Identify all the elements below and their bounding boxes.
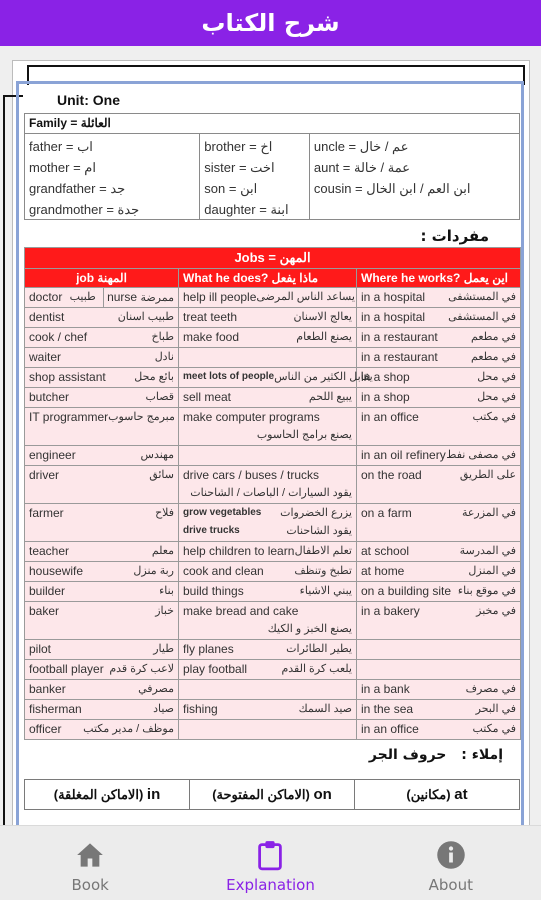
- job-ar: سائق: [149, 469, 174, 481]
- family-term: grandfather = جد: [29, 181, 126, 196]
- nav-explanation[interactable]: [180, 826, 360, 900]
- what-ar: يساعد الناس المرضى: [256, 291, 355, 303]
- nav-label: Book: [71, 876, 109, 894]
- content-scroll-area[interactable]: [0, 46, 541, 825]
- job-ar: ربة منزل: [133, 565, 174, 577]
- jobs-row: [25, 348, 521, 368]
- what-ar: يبني الاشياء: [299, 585, 352, 597]
- where-cell: [357, 368, 521, 388]
- where-cell: [357, 582, 521, 602]
- job-en: builder: [29, 584, 66, 598]
- what-en: drive trucks: [183, 525, 240, 536]
- what-ar: تطبخ وتنظف: [294, 565, 352, 577]
- what-en: fishing: [183, 702, 218, 716]
- job-cell: [25, 466, 179, 504]
- job-ar: صياد: [153, 703, 174, 715]
- where-cell: [357, 328, 521, 348]
- where-cell: [357, 562, 521, 582]
- jobs-row: [25, 660, 521, 680]
- where-en: in a hospital: [361, 310, 426, 324]
- home-icon: [75, 840, 105, 870]
- where-cell: [357, 348, 521, 368]
- job-cell: [25, 368, 179, 388]
- job-ar: فلاح: [155, 507, 174, 519]
- job-cell: [25, 308, 179, 328]
- job-en: football player: [29, 662, 104, 676]
- job-ar: طبيب اسنان: [117, 311, 174, 323]
- what-en: make computer programs: [183, 410, 320, 424]
- where-ar: في مصفى نفط: [446, 449, 517, 461]
- what-ar: صيد السمك: [298, 703, 352, 715]
- where-cell: [357, 504, 521, 542]
- where-cell: [357, 602, 521, 640]
- where-cell: [357, 640, 521, 660]
- job-en: dentist: [29, 310, 65, 324]
- where-cell: [357, 446, 521, 466]
- job-en: housewife: [29, 564, 84, 578]
- what-cell: [179, 582, 357, 602]
- imla-label: إملاء :: [461, 747, 503, 763]
- family-term: cousin = ابن العم / ابن الخال: [313, 181, 471, 196]
- job-cell: [25, 348, 179, 368]
- jobs-title: Jobs = المهن: [25, 248, 521, 269]
- where-cell: [357, 680, 521, 700]
- prepositions-table: [24, 779, 520, 810]
- where-ar: في المدرسة: [459, 545, 517, 557]
- where-en: in a restaurant: [361, 330, 438, 344]
- family-column: [200, 134, 310, 219]
- where-ar: في المنزل: [468, 565, 517, 577]
- where-en: in an oil refinery: [361, 448, 446, 462]
- jobs-row: [25, 368, 521, 388]
- app-bar: [0, 0, 541, 46]
- jobs-row: [25, 562, 521, 582]
- jobs-table: [24, 247, 521, 740]
- what-en: meet lots of people: [183, 371, 275, 382]
- where-en: at school: [361, 544, 410, 558]
- job-ar: بائع محل: [134, 371, 174, 383]
- job-ar: طبيب: [69, 291, 96, 303]
- family-term: mother = ام: [29, 160, 96, 175]
- page-frame-line: [27, 65, 525, 67]
- jobs-row: [25, 504, 521, 542]
- nav-book[interactable]: [0, 826, 180, 900]
- where-cell: [357, 388, 521, 408]
- what-cell: [179, 700, 357, 720]
- where-en: on a farm: [361, 506, 412, 520]
- what-cell: [179, 328, 357, 348]
- jobs-row: [25, 640, 521, 660]
- where-en: in an office: [361, 722, 419, 736]
- what-ar: تعلم الاطفال: [294, 545, 352, 557]
- what-en: grow vegetables: [183, 507, 262, 518]
- job-en: teacher: [29, 544, 70, 558]
- jobs-row: [25, 408, 521, 446]
- family-term: daughter = ابنة: [204, 202, 289, 217]
- job-cell: [25, 388, 179, 408]
- job-cell: [25, 446, 179, 466]
- where-ar: في مكتب: [472, 411, 517, 423]
- where-ar: في مطعم: [471, 351, 517, 363]
- job-ar: معلم: [151, 545, 174, 557]
- what-en: make bread and cake: [183, 604, 299, 618]
- job-en: banker: [29, 682, 66, 696]
- what-en: build things: [183, 584, 244, 598]
- info-icon: [436, 840, 466, 870]
- what-en: fly planes: [183, 642, 234, 656]
- job-cell: [25, 542, 179, 562]
- job-cell: [25, 504, 179, 542]
- what-cell: [179, 348, 357, 368]
- where-ar: في مخبز: [476, 605, 517, 617]
- job-ar: مصرفي: [138, 683, 174, 695]
- where-cell: [357, 308, 521, 328]
- family-term: aunt = عمة / خالة: [313, 160, 410, 175]
- where-en: at home: [361, 564, 405, 578]
- where-en: in a hospital: [361, 290, 426, 304]
- what-ar: يلعب كرة القدم: [281, 663, 352, 675]
- bottom-navigation: [0, 825, 541, 900]
- what-cell: [179, 680, 357, 700]
- family-box: [24, 113, 520, 220]
- what-ar: يقود السيارات / الباصات / الشاحنات: [190, 487, 352, 499]
- what-en: play football: [183, 662, 248, 676]
- job-ar: قصاب: [145, 391, 174, 403]
- job-cell: [25, 720, 179, 740]
- what-cell: [179, 288, 357, 308]
- prep-on: (الاماكن المفتوحة) on: [190, 780, 355, 810]
- where-cell: [357, 466, 521, 504]
- job-en: waiter: [29, 350, 62, 364]
- what-cell: [179, 308, 357, 328]
- what-ar: يطير الطائرات: [286, 643, 352, 655]
- what-en: help ill people: [183, 290, 257, 304]
- what-cell: [179, 602, 357, 640]
- where-en: on a building site: [361, 584, 452, 598]
- where-cell: [357, 660, 521, 680]
- where-ar: في مطعم: [471, 331, 517, 343]
- what-cell: [179, 466, 357, 504]
- where-ar: في المستشفى: [448, 311, 517, 323]
- where-ar: على الطريق: [459, 469, 517, 481]
- what-ar: يصنع الطعام: [296, 331, 352, 343]
- family-term: son = ابن: [204, 181, 258, 196]
- where-cell: [357, 542, 521, 562]
- what-cell: [179, 408, 357, 446]
- what-cell: [179, 660, 357, 680]
- job-ar: طباخ: [151, 331, 174, 343]
- where-cell: [357, 408, 521, 446]
- what-cell: [179, 562, 357, 582]
- where-en: in a bank: [361, 682, 410, 696]
- app-title: شرح الكتاب: [201, 9, 340, 37]
- where-cell: [357, 288, 521, 308]
- job-cell: [25, 602, 179, 640]
- what-ar: يبيع اللحم: [308, 391, 352, 403]
- where-ar: في موقع بناء: [457, 585, 517, 597]
- where-ar: في المزرعة: [461, 507, 517, 519]
- prep-at: (مكانين) at: [355, 780, 520, 810]
- job-en: farmer: [29, 506, 64, 520]
- what-ar: يزرع الخضروات: [280, 507, 352, 519]
- what-cell: [179, 446, 357, 466]
- where-ar: في محل: [477, 371, 517, 383]
- jobs-row: [25, 680, 521, 700]
- what-en: cook and clean: [183, 564, 264, 578]
- what-cell: [179, 388, 357, 408]
- jobs-row: [25, 328, 521, 348]
- jobs-row: [25, 720, 521, 740]
- family-column: [25, 134, 200, 219]
- job-en: pilot: [29, 642, 52, 656]
- what-ar: يعالج الاسنان: [293, 311, 352, 323]
- job-cell: [25, 562, 179, 582]
- what-en: make food: [183, 330, 240, 344]
- what-cell: [179, 640, 357, 660]
- job-cell: [25, 408, 179, 446]
- header-what: What he does? ماذا يفعل: [179, 269, 357, 288]
- nav-label: Explanation: [226, 876, 315, 894]
- what-en: treat teeth: [183, 310, 238, 324]
- where-ar: في محل: [477, 391, 517, 403]
- what-cell: [179, 504, 357, 542]
- job-en: shop assistant: [29, 370, 106, 384]
- job-cell: [25, 640, 179, 660]
- jobs-row: [25, 582, 521, 602]
- where-ar: في البحر: [475, 703, 517, 715]
- job-en: fisherman: [29, 702, 82, 716]
- job-cell: [25, 328, 179, 348]
- job-en: baker: [29, 604, 60, 618]
- jobs-row: [25, 700, 521, 720]
- header-job: job المهنة: [25, 269, 179, 288]
- jobs-row: [25, 602, 521, 640]
- where-en: in a restaurant: [361, 350, 438, 364]
- what-ar: يقابل الكثير من الناس: [274, 371, 373, 383]
- job-ar: لاعب كرة قدم: [109, 663, 174, 675]
- where-cell: [357, 700, 521, 720]
- job-en: engineer: [29, 448, 76, 462]
- job-ar: مهندس: [140, 449, 174, 461]
- where-en: in a shop: [361, 370, 410, 384]
- what-en: drive cars / buses / trucks: [183, 468, 320, 482]
- where-en: in an office: [361, 410, 419, 424]
- job-ar: خباز: [155, 605, 174, 617]
- book-page: [12, 60, 530, 860]
- where-en: in a shop: [361, 390, 410, 404]
- where-en: on the road: [361, 468, 422, 482]
- where-en: in the sea: [361, 702, 414, 716]
- vocab-label: مفردات :: [420, 227, 489, 245]
- where-cell: [357, 720, 521, 740]
- jobs-row: [25, 542, 521, 562]
- where-en: in a bakery: [361, 604, 420, 618]
- jobs-row: [25, 446, 521, 466]
- nav-label: About: [428, 876, 473, 894]
- family-column: [310, 134, 519, 219]
- what-cell: [179, 720, 357, 740]
- job-en: driver: [29, 468, 60, 482]
- header-where: Where he works? اين يعمل: [357, 269, 521, 288]
- job-ar: موظف / مدير مكتب: [83, 723, 174, 735]
- family-term: brother = اخ: [204, 139, 273, 154]
- job-en: officer: [29, 722, 62, 736]
- jobs-row: [25, 308, 521, 328]
- what-cell: [179, 542, 357, 562]
- where-ar: في مكتب: [472, 723, 517, 735]
- job-cell: [25, 660, 179, 680]
- jobs-row: [25, 466, 521, 504]
- what-en: sell meat: [183, 390, 232, 404]
- what-ar: يصنع برامج الحاسوب: [256, 429, 352, 441]
- job-en: doctor: [29, 290, 63, 304]
- page-frame-line: [3, 97, 5, 857]
- family-term: sister = اخت: [204, 160, 275, 175]
- imla-topic: حروف الجر: [368, 747, 447, 763]
- family-term: grandmother = جدة: [29, 202, 140, 217]
- job-cell: [25, 288, 179, 308]
- jobs-row: [25, 388, 521, 408]
- job-cell: [25, 582, 179, 602]
- imla-heading: [369, 747, 503, 763]
- job-ar: بناء: [159, 585, 174, 597]
- where-ar: في المستشفى: [448, 291, 517, 303]
- family-header: Family = العائلة: [25, 114, 519, 134]
- job-cell: [25, 680, 179, 700]
- job-ar: نادل: [154, 351, 174, 363]
- job-cell: [25, 700, 179, 720]
- family-term: father = اب: [29, 139, 93, 154]
- jobs-row: [25, 288, 521, 308]
- nav-about[interactable]: [361, 826, 541, 900]
- job-en: IT programmer: [29, 410, 109, 424]
- what-ar: يقود الشاحنات: [286, 525, 352, 537]
- where-ar: في مصرف: [465, 683, 517, 695]
- job-en: butcher: [29, 390, 70, 404]
- job-en: cook / chef: [29, 330, 88, 344]
- clipboard-icon: [255, 840, 285, 870]
- job-second: nurse ممرضة: [103, 288, 174, 307]
- what-ar: يصنع الخبز و الكيك: [267, 623, 352, 635]
- what-en: help children to learn: [183, 544, 295, 558]
- family-term: uncle = عم / خال: [313, 139, 409, 154]
- what-cell: [179, 368, 373, 388]
- job-ar: مبرمج حاسوب: [108, 411, 175, 423]
- prep-in: (الاماكن المغلقة) in: [25, 780, 190, 810]
- unit-title: Unit: One: [57, 92, 120, 108]
- job-ar: طيار: [153, 643, 174, 655]
